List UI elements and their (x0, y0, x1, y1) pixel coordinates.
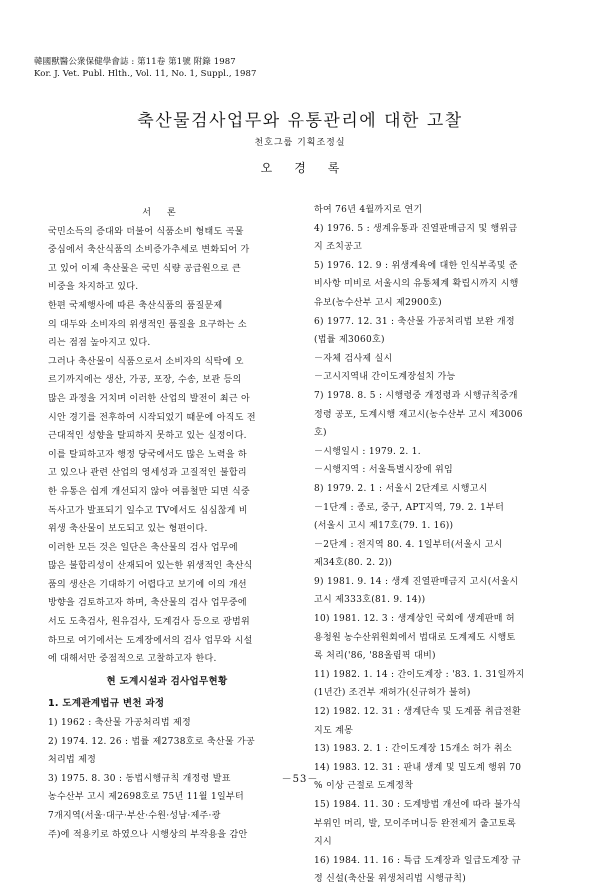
author-affiliation: 천호그룹 기획조정실 (254, 138, 346, 148)
text-line: 지도 계몽 (314, 725, 354, 736)
text-line: 독사고가 발표되기 일수고 TV에서도 심심찮게 비 (48, 505, 248, 516)
intro-paragraph-5 (48, 539, 286, 669)
text-line: 많은 불합리성이 산재되어 있는한 위생적인 축산식 (48, 561, 253, 572)
text-line: 15) 1984. 11. 30 : 도계방법 개선에 따라 불가식 (314, 800, 521, 810)
text-line: 에 대해서만 중점적으로 고찰하고자 한다. (48, 654, 217, 665)
left-column (48, 204, 286, 844)
paper-title: 축산물검사업무와 유통관리에 대한 고찰 (137, 111, 463, 131)
text-line: 많은 과정을 거치며 이러한 산업의 발전이 최근 아 (48, 393, 251, 404)
section-heading: 현 도계시설과 검사업무현황 (106, 675, 228, 687)
text-line: 1) 1962 : 축산물 가공처리법 제정 (48, 718, 192, 729)
text-line: 5) 1976. 12. 9 : 위생계육에 대한 인식부족및 준 (314, 260, 518, 271)
text-line: 그러나 축산물이 식품으로서 소비자의 식탁에 오 (48, 356, 244, 367)
text-line: 3) 1975. 8. 30 : 동법시행규칙 개정령 발표 (48, 773, 231, 784)
text-line: 지 조치공고 (314, 242, 363, 253)
text-line: 정령 공포, 도계시행 재고시(농수산부 고시 제3006 (314, 409, 523, 420)
text-line: 8) 1979. 2. 1 : 서울시 2단계로 시행고시 (314, 483, 488, 494)
law-history-list-continued (314, 201, 562, 889)
text-line: 호) (314, 428, 327, 439)
text-line: 록 처리('86, '88올림픽 대비) (314, 651, 436, 662)
text-line: －시행지역 : 서울특별시장에 위임 (314, 465, 454, 476)
text-line: －2단계 : 전지역 80. 4. 1일부터(서울시 고시 (314, 539, 503, 550)
text-line: 이를 탈피하고자 행정 당국에서도 많은 노력을 하 (48, 449, 247, 460)
text-line: 주)에 적용키로 하였으나 시행상의 부작용을 감안 (48, 829, 248, 840)
text-line: 9) 1981. 9. 14 : 생계 진열판매금지 고시(서울시 (314, 576, 519, 587)
text-line: 리는 점점 높아지고 있다. (48, 338, 151, 349)
text-line: 방향을 검토하고자 하며, 축산물의 검사 업무중에 (48, 598, 247, 609)
text-line: 한 유통은 쉽게 개선되지 않아 여름철만 되면 식중 (48, 486, 251, 497)
text-line: 중심에서 축산식품의 소비증가추세로 변화되어 가 (48, 245, 250, 256)
text-line: 16) 1984. 11. 16 : 특급 도계장과 일급도계장 규 (314, 855, 521, 866)
text-line: 4) 1976. 5 : 생계유통과 진열판매금지 및 행위금 (314, 223, 518, 234)
text-line: 고 있어 이제 축산물은 국민 식량 공급원으로 큰 (48, 263, 242, 274)
author-name: 오경록 (260, 161, 362, 175)
text-line: 2) 1974. 12. 26 : 법률 제2738호로 축산물 가공 (48, 736, 256, 747)
text-line: 지시 (314, 837, 332, 848)
text-line: 품의 생산은 기대하기 어렵다고 보기에 이의 개선 (48, 579, 247, 590)
text-line: 용청원 농수산위원회에서 법대로 도계제도 시행토 (314, 632, 516, 643)
intro-paragraph-1 (48, 223, 286, 297)
text-line: 르기까지에는 생산, 가공, 포장, 수송, 보관 등의 (48, 375, 242, 386)
text-line: 위생 축산물이 보도되고 있는 형편이다. (48, 524, 208, 535)
text-line: 11) 1982. 1. 14 : 간이도계장 : '83. 1. 31일까지 (314, 669, 525, 680)
text-line: 고시 제333호(81. 9. 14)) (314, 595, 426, 606)
journal-english-citation: Kor. J. Vet. Publ. Hlth., Vol. 11, No. 1, Suppl., 1987 (34, 69, 257, 79)
text-line: (1년간) 조건부 재허가(신규허가 불허) (314, 688, 471, 699)
text-line: 고 있으나 관련 산업의 영세성과 고질적인 불합리 (48, 468, 247, 479)
text-line: 비중을 차지하고 있다. (48, 282, 139, 293)
subsection-heading: 1. 도계관계법규 변천 과정 (48, 698, 165, 710)
text-line: 하여 76년 4월까지로 연기 (314, 205, 423, 215)
text-line: 6) 1977. 12. 31 : 축산물 가공처리법 보완 개정 (314, 316, 515, 327)
text-line: 하므로 여기에서는 도계장에서의 검사 업무와 시설 (48, 635, 253, 646)
text-line: 10) 1981. 12. 3 : 생계상인 국회에 생계판매 허 (314, 614, 515, 625)
text-line: 시안 경기를 전후하여 시작되었기 때문에 아직도 전 (48, 412, 256, 423)
text-line: 7개지역(서울·대구·부산·수원·성남·제주·광 (48, 811, 221, 821)
text-line: 14) 1983. 12. 31 : 판내 생계 및 밀도계 행위 70 (314, 762, 522, 773)
text-line: (법률 제3060호) (314, 335, 385, 346)
text-line: 의 대두와 소비자의 위생적인 품질을 요구하는 소 (48, 319, 247, 330)
text-line: 7) 1978. 8. 5 : 시행령중 개정령과 시행규칙중개 (314, 390, 518, 401)
text-line: 비사항 미비로 서울시의 유통체계 확립시까지 시행 (314, 279, 519, 290)
page-number: －53－ (281, 774, 319, 785)
text-line: －1단계 : 종로, 중구, APT지역, 79. 2. 1부터 (314, 502, 505, 513)
journal-header (34, 56, 257, 80)
intro-heading: 서론 (142, 208, 192, 218)
intro-paragraph-4 (48, 446, 286, 539)
text-line: 정 신설(축산물 위생처리법 시행규칙) (314, 874, 467, 885)
text-line: (서울시 고시 제17호(79. 1. 16)) (314, 521, 454, 532)
text-line: 국민소득의 증대와 더불어 식품소비 형태도 곡물 (48, 226, 244, 237)
text-line: 서도 도축검사, 원유검사, 도계검사 등으로 광범위 (48, 617, 251, 628)
text-line: 12) 1982. 12. 31 : 생계단속 및 도계품 취급전환 (314, 707, 521, 718)
text-line: 한편 국제행사에 따른 축산식품의 품질문제 (48, 300, 223, 311)
intro-paragraph-3 (48, 353, 286, 446)
text-line: 처리법 제정 (48, 755, 97, 766)
text-line: 이러한 모든 것은 일단은 축산물의 검사 업무에 (48, 542, 238, 553)
intro-paragraph-2 (48, 297, 286, 353)
text-line: 유보(농수산부 고시 제2900호) (314, 297, 442, 308)
text-line: 농수산부 고시 제2698호로 75년 11월 1일부터 (48, 792, 244, 803)
text-line: 근대적인 성향을 탈피하지 못하고 있는 실정이다. (48, 431, 247, 442)
text-line: % 이상 근절로 도계정착 (314, 781, 414, 792)
text-line: 13) 1983. 2. 1 : 간이도계장 15개소 허가 취소 (314, 744, 512, 755)
journal-korean-citation: 韓國獸醫公衆保健學會誌 : 第11卷 第1號 附錄 1987 (34, 57, 236, 67)
text-line: －고시지역내 간이도계장설치 가능 (314, 372, 456, 383)
text-line: －자체 검사제 실시 (314, 353, 393, 364)
text-line: 부위인 머리, 발, 모이주머니등 완전제거 출고토록 (314, 818, 517, 829)
text-line: －시행일시 : 1979. 2. 1. (314, 446, 421, 457)
text-line: 제34호(80. 2. 2)) (314, 558, 393, 569)
right-column (314, 201, 562, 889)
